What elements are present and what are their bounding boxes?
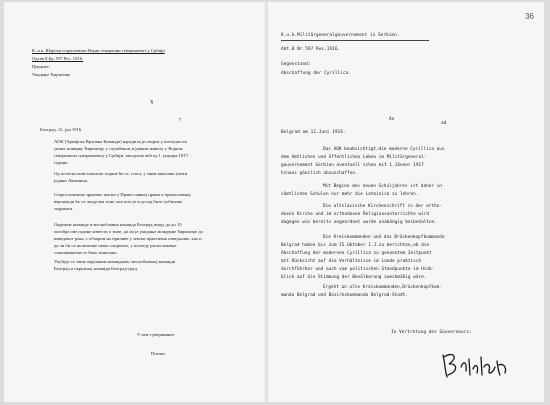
left-paragraph-4: Окружне команде и месноблавна команда Београд имају да до 15 октобра ове године извести о томе, да ли је укидање моидерне Ћирилице до наведеног рока, с обзиром на приливе у земљи практично изведљиво, као и да ли би са политичке тачке гледишта, у погледу расположење становништва то било пожељно.	[54, 222, 203, 256]
left-paragraph-2: Од почетка нове школске године ће се, стога, у свим школама учити једино Латиница.	[54, 171, 188, 184]
left-marker-2: у	[179, 116, 182, 121]
left-signature-label: Потпис	[151, 351, 166, 356]
left-paragraph-3: Старословенско црквено писмо у Православној цркви и православној веронауци ће се, медутим тоне, као што је и досад било уобичено задржати.	[54, 192, 191, 212]
scanned-document	[4, 2, 544, 402]
right-paragraph-3: Die altslavische Kirchenschrift in der ortho- doxen Kirche und im orthodoxen Religionsunterrichte wird dagegen wie bereits angeordnet wurde unabängig beibehalten.	[281, 204, 442, 225]
left-date: Београд, 12. јун 1916.	[40, 127, 83, 132]
right-paragraph-1: Das AOK beabsichtigt,die moderne Cyrillica aus dem Amtlichen und öffentlichen Leben im Militärgeneral- gouvernement Serbien eventuell schon mit 1.Jänner 1917 hinaus gänzlich abzuschaffen.	[281, 147, 445, 176]
left-header-line-4: Укидање Ћирилице	[32, 72, 71, 77]
right-paragraph-2: Mit Beginn des neuen Schuljahres ist daher in sämtlichen Schulen nur mehr die Lateinica zu lehren.	[281, 184, 442, 197]
left-closing: У име гувернамнет	[137, 332, 175, 337]
handwritten-signature	[439, 349, 511, 381]
page-fold	[265, 2, 268, 402]
left-header-line-2: Одсек 8 Бр. 597 Рес. 1916.	[32, 56, 84, 61]
left-paragraph-1: АОК [Армијска Врховна Команда] наредила је својим у потпуности укине моиврву Ћирилицу у службеном и јавном животу у Војном генералном гувернаменту у Србији, закључно већ од 1. јануара 1917. године.	[54, 139, 190, 166]
right-date: Belgrad am 12.Juni 1916.	[281, 130, 346, 135]
right-header-line-2: Abt.8 Nr.597 Res.1916.	[281, 47, 341, 52]
right-header-line-3: Gegenstand:	[281, 62, 311, 67]
right-paragraph-5: Ergeht an alle Kreiskommanden,Brückenkopfkom- mando Belgrad und Bezirkskommando Belgrad-Stadt.	[281, 285, 442, 298]
right-marker: An	[389, 117, 395, 122]
right-paragraph-4: Die Kreiskommanden und das Brückenkopfkommando Belgrad haben bis zum 15.Oktober 1.J.zu berichten,ob die Abschaffung der modernen Cyrillica zu genanntem Zeitpunkt mit Rücksicht auf die Verhältnisse im Lande praktisch durchführbar und auch vom politischen Standpunkte im Hinb- blick auf die Stimmung der Bevölkerung zweckmäßig wäre.	[281, 235, 445, 280]
right-closing: In Vertretung des Gouverneurs:	[391, 330, 472, 335]
left-header-line-1: К. и к. Шарски и краљевски Војни генерални гувернамент у Србији	[32, 48, 165, 53]
page-number: 36	[525, 12, 534, 21]
right-header-line-4: Abschaffung der Cyrillica.	[281, 71, 352, 76]
right-header-line-1: K.u.k.Militärgeneralgouvernement in Serbien.	[281, 33, 400, 38]
left-header-line-3: Предмет:	[32, 64, 51, 69]
left-paragraph-5: Упућује се свим окружним командама, месноблавној команди Београд и окружној команди Београд-град.	[54, 259, 176, 272]
right-marker-2: ad	[441, 121, 447, 126]
left-marker: Ђ	[150, 99, 154, 104]
header-rule	[281, 40, 429, 41]
